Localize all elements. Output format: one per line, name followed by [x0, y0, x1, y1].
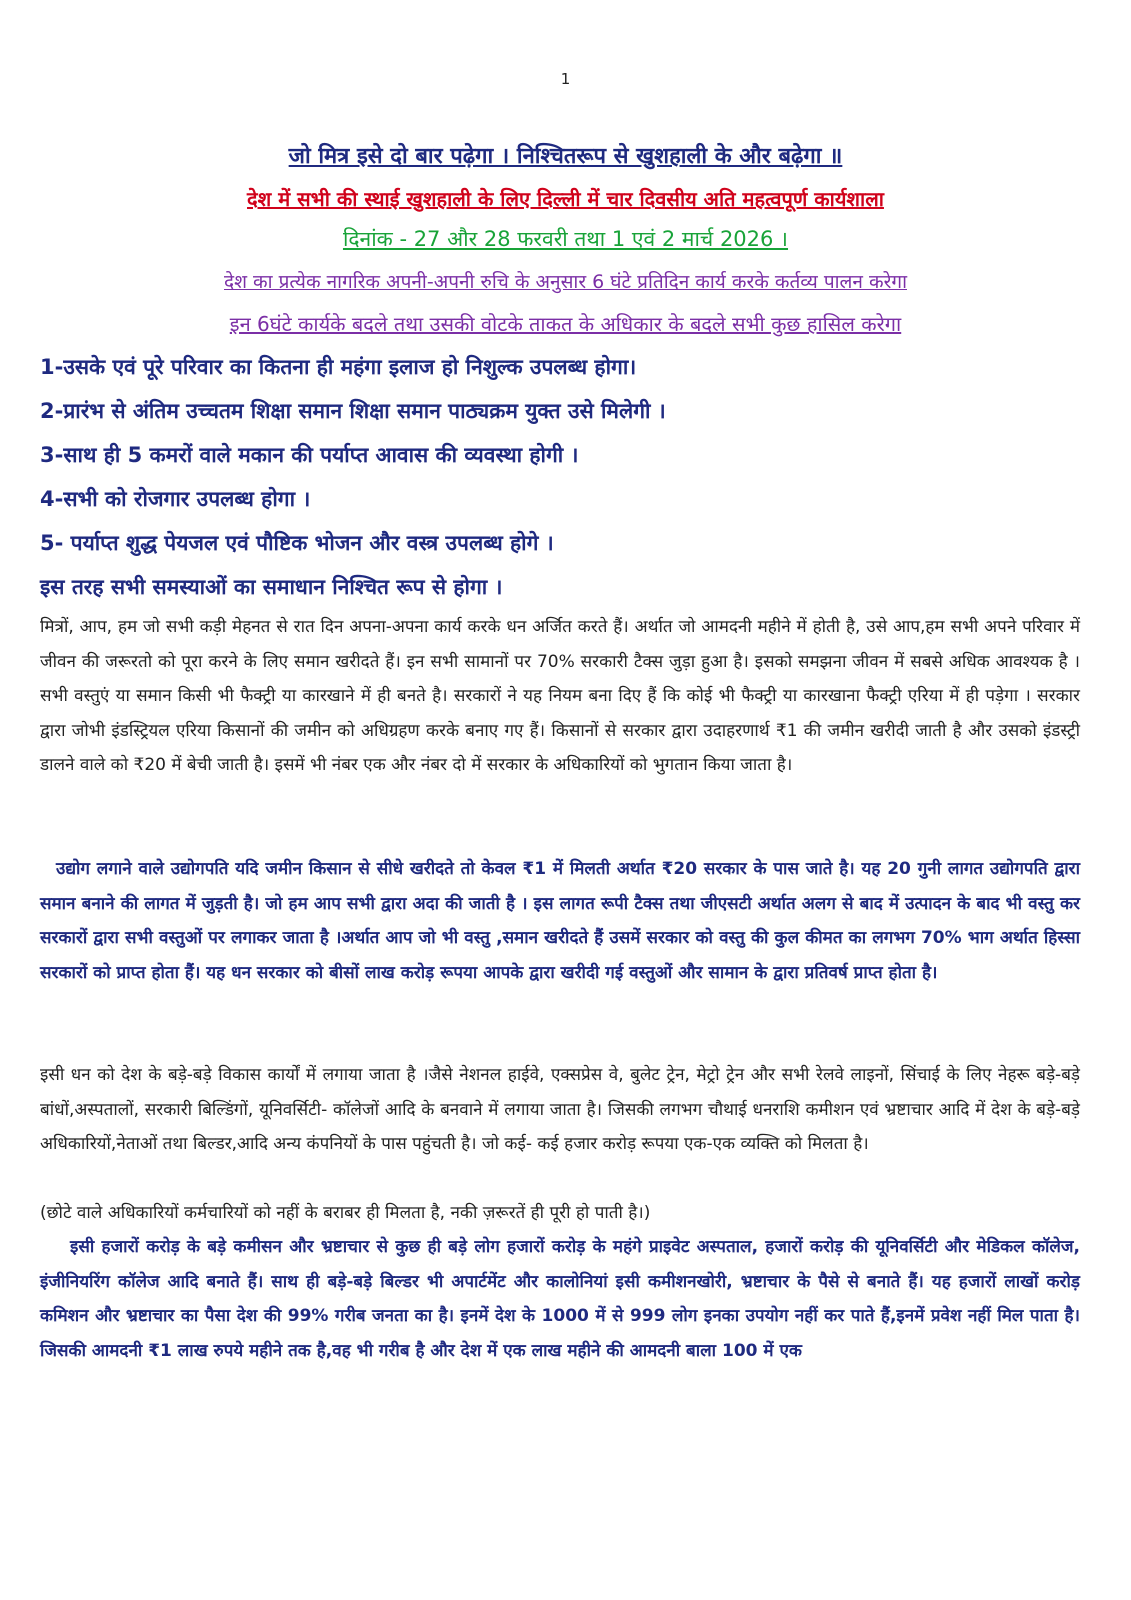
point-healthcare: 1-उसके एवं पूरे परिवार का कितना ही महंगा इलाज हो निशुल्क उपलब्ध होगा।	[40, 355, 637, 379]
point-water-food: 5- पर्याप्त शुद्ध पेयजल एवं पौष्टिक भोजन और वस्त्र उपलब्ध होगे ।	[40, 531, 554, 555]
paragraph-development-funds: इसी धन को देश के बड़े-बड़े विकास कार्यों में लगाया जाता है ।जैसे नेशनल हाईवे, एक्सप्रेस वे, बुलेट ट्रेन, मेट्रो ट्रेन और सभी रेलवे लाइनों, सिंचाई के लिए नेहरू बड़े-बड़े बांधों,अस्पतालों, सरकारी बिल्डिंगों, यूनिवर्सिटी- कॉलेजों आदि के बनवाने में लगाया जाता है। जिसकी लगभग चौथाई धनराशि कमीशन एवं भ्रष्टाचार आदि में देश के बड़े-बड़े अधिकारियों,नेताओं तथा बिल्डर,आदि अन्य कंपनियों के पास पहुंचती है। जो कई- कई हजार करोड़ रूपया एक-एक व्यक्ति को मिलता है।	[40, 1065, 1080, 1154]
point-education: 2-प्रारंभ से अंतिम उच्चतम शिक्षा समान शिक्षा समान पाठ्यक्रम युक्त उसे मिलेगी ।	[40, 399, 666, 423]
paragraph-small-officials: (छोटे वाले अधिकारियों कर्मचारियों को नहीं के बराबर ही मिलता है, नकी ज़रूरतें ही पूरी हो पाती है।)	[40, 1203, 651, 1223]
paragraph-income-tax: मित्रों, आप, हम जो सभी कड़ी मेहनत से रात दिन अपना-अपना कार्य करके धन अर्जित करते हैं। अर्थात जो आमदनी महीने में होती है, उसे आप,हम सभी अपने परिवार में जीवन की जरूरतो को पूरा करने के लिए समान खरीदते हैं। इन सभी सामानों पर 70% सरकारी टैक्स जुड़ा हुआ है। इसको समझना जीवन में सबसे अधिक आवश्यक है । सभी वस्तुएं या समान किसी भी फैक्ट्री या कारखाने में ही बनते है। सरकारों ने यह नियम बना दिए हैं कि कोई भी फैक्ट्री या कारखाना फैक्ट्री एरिया में ही पड़ेगा । सरकार द्वारा जोभी इंडस्ट्रियल एरिया किसानों की जमीन को अधिग्रहण करके बनाए गए हैं। किसानों से सरकार द्वारा उदाहरणार्थ ₹1 की जमीन खरीदी जाती है और उसको इंडस्ट्री डालने वाले को ₹20 में बेची जाती है। इसमें भी नंबर एक और नंबर दो में सरकार के अधिकारियों को भुगतान किया जाता है।	[40, 617, 1080, 775]
heading-date: दिनांक - 27 और 28 फरवरी तथा 1 एवं 2 मार्च 2026 ।	[342, 227, 789, 251]
heading-workshop: देश में सभी की स्थाई खुशहाली के लिए दिल्ली में चार दिवसीय अति महत्वपूर्ण कार्यशाला	[247, 187, 884, 211]
point-employment: 4-सभी को रोजगार उपलब्ध होगा ।	[40, 487, 311, 511]
paragraph-corruption: इसी हजारों करोड़ के बड़े कमीसन और भ्रष्टाचार से कुछ ही बड़े लोग हजारों करोड़ के महंगे प्राइवेट अस्पताल, हजारों करोड़ की यूनिवर्सिटी और मेडिकल कॉलेज, इंजीनियरिंग कॉलेज आदि बनाते हैं। साथ ही बड़े-बड़े बिल्डर भी अपार्टमेंट और कालोनियां इसी कमीशनखोरी, भ्रष्टाचार के पैसे से बनाते हैं। यह हजारों लाखों करोड़ कमिशन और भ्रष्टाचार का पैसा देश की 99% गरीब जनता का है। इनमें देश के 1000 में से 999 लोग इनका उपयोग नहीं कर पाते हैं,इनमें प्रवेश नहीं मिल पाता है। जिसकी आमदनी ₹1 लाख रुपये महीने तक है,वह भी गरीब है और देश में एक लाख महीने की आमदनी बाला 100 में एक	[40, 1237, 1080, 1361]
point-conclusion: इस तरह सभी समस्याओं का समाधान निश्चित रूप से होगा ।	[40, 575, 503, 599]
heading-vote-power: इन 6घंटे कार्यके बदले तथा उसकी वोटके ताकत के अधिकार के बदले सभी कुछ हासिल करेगा	[229, 312, 902, 336]
point-housing: 3-साथ ही 5 कमरों वाले मकान की पर्याप्त आवास की व्यवस्था होगी ।	[40, 443, 579, 467]
heading-citizen-duty: देश का प्रत्येक नागरिक अपनी-अपनी रुचि के अनुसार 6 घंटे प्रतिदिन कार्य करके कर्तव्य पालन करेगा	[224, 271, 907, 293]
page-number: 1	[560, 70, 571, 88]
heading-title: जो मित्र इसे दो बार पढ़ेगा । निश्चितरूप से खुशहाली के और बढ़ेगा ॥	[288, 144, 843, 169]
paragraph-industry-cost: उद्योग लगाने वाले उद्योगपति यदि जमीन किसान से सीधे खरीदते तो केवल ₹1 में मिलती अर्थात ₹20 सरकार के पास जाते है। यह 20 गुनी लागत उद्योगपति द्वारा समान बनाने की लागत में जुड़ती है। जो हम आप सभी द्वारा अदा की जाती है । इस लागत रूपी टैक्स तथा जीएसटी अर्थात अलग से बाद में उत्पादन के बाद भी वस्तु कर सरकारों द्वारा सभी वस्तुओं पर लगाकर जाता है ।अर्थात आप जो भी वस्तु ,समान खरीदते हैं उसमें सरकार को वस्तु की कुल कीमत का लगभग 70% भाग अर्थात हिस्सा सरकारों को प्राप्त होता हैं। यह धन सरकार को बीसों लाख करोड़ रूपया आपके द्वारा खरीदी गई वस्तुओं और सामान के द्वारा प्रतिवर्ष प्राप्त होता है।	[40, 859, 1080, 983]
